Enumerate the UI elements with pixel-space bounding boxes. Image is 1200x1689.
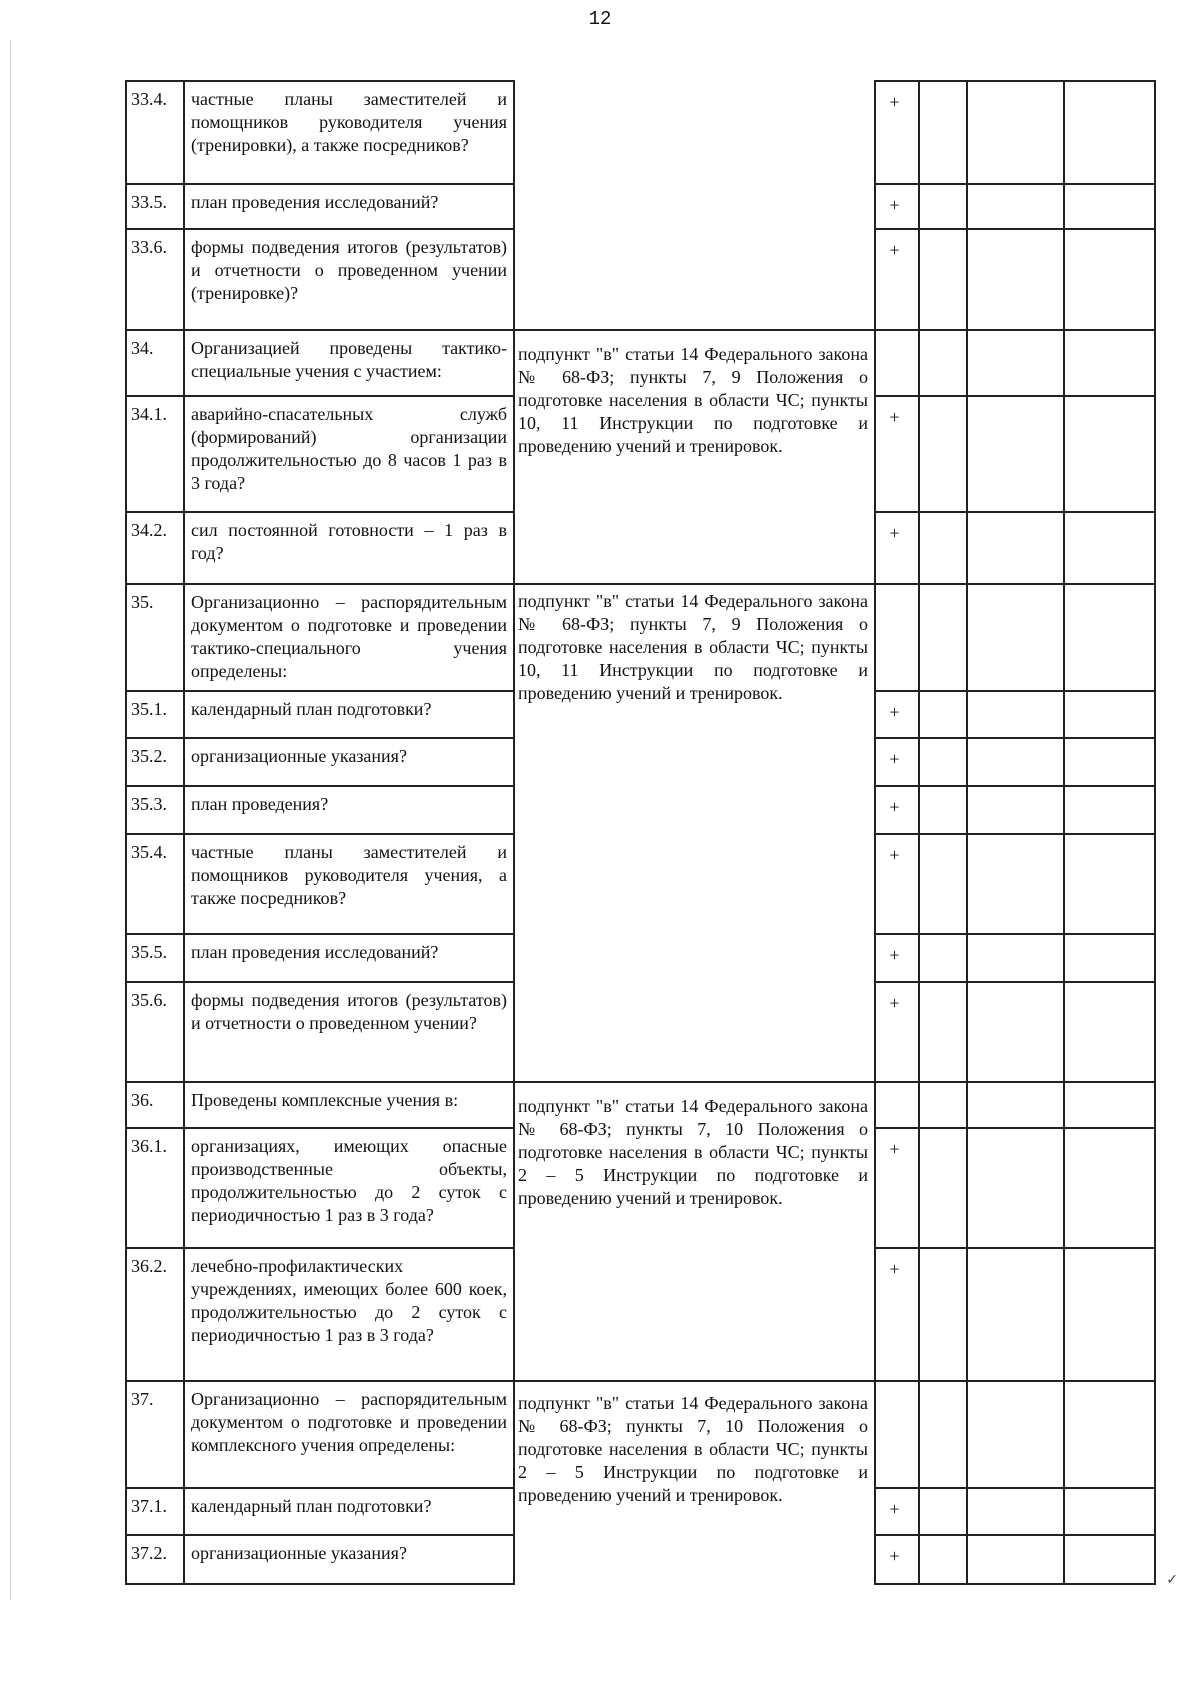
row-mark: + [889, 993, 900, 1013]
reference-text: подпункт "в" статьи 14 Федерального закона № 68-ФЗ; пункты 7, 9 Положения о подготовке населения в области ЧС; пункты 10, 11 Инструкции по подготовке и проведению учений и тренировок. [518, 591, 868, 703]
row-number: 34.1. [131, 404, 167, 424]
table-row-line-right [874, 981, 1156, 983]
reference-group-line [513, 583, 874, 585]
row-question-text: аварийно-спасательных служб (формирований) организации продолжительностью до 8 часов 1 раз в 3 года? [191, 404, 507, 493]
row-mark: + [889, 749, 900, 769]
row-number: 35.5. [131, 942, 167, 962]
row-question-text: Проведены комплексные учения в: [191, 1090, 459, 1110]
page-number: 12 [588, 8, 612, 30]
row-question [185, 395, 513, 511]
row-question-text: план проведения исследований? [191, 942, 439, 962]
row-question-text: организационные указания? [191, 746, 407, 766]
row-question-text: формы подведения итогов (результатов) и отчетности о проведенном учении? [191, 990, 507, 1033]
reference-group-line [513, 1380, 874, 1382]
row-question-text: частные планы заместителей и помощников руководителя учения, а также посредников? [191, 842, 507, 908]
reference-group-line [513, 329, 874, 331]
row-question [185, 981, 513, 1081]
reference-text: подпункт "в" статьи 14 Федерального закона № 68-ФЗ; пункты 7, 9 Положения о подготовке населения в области ЧС; пункты 10, 11 Инструкции по подготовке и проведению учений и тренировок. [518, 344, 868, 456]
row-question [185, 933, 513, 981]
row-question [185, 1081, 513, 1127]
table-row-line-right [874, 833, 1156, 835]
row-question-text: Организацией проведены тактико-специальные учения с участием: [191, 338, 507, 381]
row-question-text: частные планы заместителей и помощников руководителя учения (тренировки), а также посредников? [191, 89, 507, 155]
row-question [185, 833, 513, 933]
table-row-line-right [874, 1247, 1156, 1249]
table-row-line-right [874, 1081, 1156, 1083]
row-mark: + [889, 797, 900, 817]
row-number: 33.6. [131, 237, 167, 257]
row-question [185, 1487, 513, 1534]
row-mark: + [889, 195, 900, 215]
table-row-line-right [874, 329, 1156, 331]
row-number: 35.1. [131, 699, 167, 719]
table-row-line-right [874, 583, 1156, 585]
row-question [185, 183, 513, 228]
row-question-text: формы подведения итогов (результатов) и отчетности о проведенном учении (тренировке)? [191, 237, 507, 303]
row-number: 34. [131, 338, 154, 358]
row-question [185, 1247, 513, 1380]
row-number: 36. [131, 1090, 154, 1110]
table-row-line-right [874, 737, 1156, 739]
table-row-line-right [874, 395, 1156, 397]
table-row-line-right [874, 228, 1156, 230]
table-row-line-right [874, 1583, 1156, 1585]
row-question [185, 737, 513, 785]
row-question [185, 228, 513, 329]
row-question [185, 329, 513, 395]
table-row-line-right [874, 1534, 1156, 1536]
row-question-text: организационные указания? [191, 1543, 407, 1563]
row-question [185, 690, 513, 737]
table-row-line-right [874, 183, 1156, 185]
row-mark: + [889, 240, 900, 260]
table-row-line-right [874, 690, 1156, 692]
row-mark: + [889, 1259, 900, 1279]
row-question [185, 1127, 513, 1247]
row-question [185, 583, 513, 690]
row-question-text: план проведения исследований? [191, 192, 439, 212]
row-number: 36.2. [131, 1256, 167, 1276]
table-row-line-right [874, 785, 1156, 787]
row-mark: + [889, 845, 900, 865]
table-row-line-left [125, 1583, 515, 1585]
row-number: 33.4. [131, 89, 167, 109]
reference-group-line [513, 1081, 874, 1083]
table-row-line-right [874, 1380, 1156, 1382]
row-mark: + [889, 1139, 900, 1159]
margin-check-mark: ✓ [1166, 1573, 1178, 1588]
row-question-text: организациях, имеющих опасные производственные объекты, продолжительностью до 2 суток с периодичностью 1 раз в 3 года? [191, 1136, 507, 1225]
row-mark: + [889, 1499, 900, 1519]
row-question-text: сил постоянной готовности – 1 раз в год? [191, 520, 507, 563]
row-mark: + [889, 1546, 900, 1566]
row-mark: + [889, 407, 900, 427]
row-number: 34.2. [131, 520, 167, 540]
row-mark: + [889, 523, 900, 543]
table-row-line-right [874, 1487, 1156, 1489]
row-mark: + [889, 702, 900, 722]
row-number: 35. [131, 592, 154, 612]
row-mark: + [889, 92, 900, 112]
row-number: 37.2. [131, 1543, 167, 1563]
row-question-text: лечебно-профилактических учреждениях, имеющих более 600 коек, продолжительностью до 2 суток с периодичностью 1 раз в 3 года? [191, 1256, 507, 1345]
reference-text: подпункт "в" статьи 14 Федерального закона № 68-ФЗ; пункты 7, 10 Положения о подготовке населения в области ЧС; пункты 2 – 5 Инструкции по подготовке и проведению учений и тренировок. [518, 1393, 868, 1505]
row-question-text: календарный план подготовки? [191, 699, 432, 719]
row-number: 36.1. [131, 1136, 167, 1156]
row-number: 33.5. [131, 192, 167, 212]
row-question-text: календарный план подготовки? [191, 1496, 432, 1516]
reference-text: подпункт "в" статьи 14 Федерального закона № 68-ФЗ; пункты 7, 10 Положения о подготовке населения в области ЧС; пункты 2 – 5 Инструкции по подготовке и проведению учений и тренировок. [518, 1096, 868, 1208]
row-question-text: план проведения? [191, 794, 329, 814]
row-question [185, 1380, 513, 1487]
row-question-text: Организационно – распорядительным документом о подготовке и проведении комплексного учения определены: [191, 1389, 507, 1455]
row-question [185, 80, 513, 183]
table-row-line-right [874, 933, 1156, 935]
row-mark: + [889, 945, 900, 965]
table-row-line-right [874, 80, 1156, 82]
row-question-text: Организационно – распорядительным документом о подготовке и проведении тактико-специального учения определены: [191, 592, 507, 681]
row-number: 35.6. [131, 990, 167, 1010]
table-row-line-right [874, 1127, 1156, 1129]
row-question [185, 785, 513, 833]
row-number: 35.4. [131, 842, 167, 862]
scan-edge-line [10, 40, 11, 1600]
row-number: 37. [131, 1389, 154, 1409]
reference-top-line [513, 80, 874, 82]
row-number: 35.2. [131, 746, 167, 766]
row-number: 35.3. [131, 794, 167, 814]
row-question [185, 1534, 513, 1583]
table-row-line-right [874, 511, 1156, 513]
row-number: 37.1. [131, 1496, 167, 1516]
row-question [185, 511, 513, 583]
